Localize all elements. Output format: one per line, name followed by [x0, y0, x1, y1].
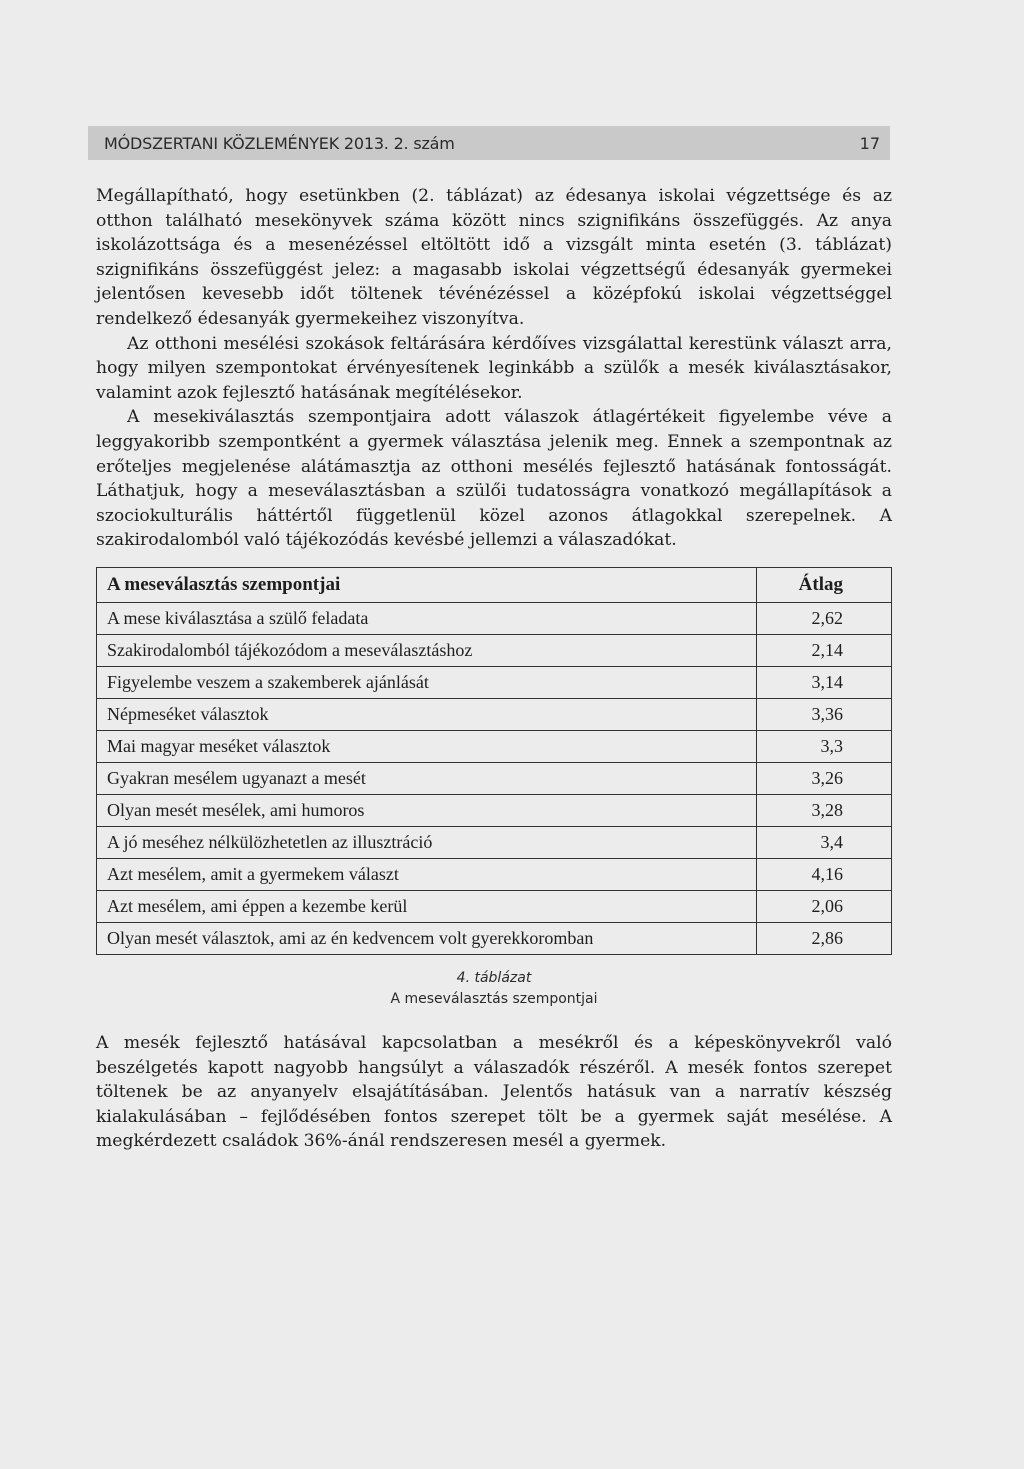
criterion-cell: Népmeséket választok: [97, 699, 757, 731]
paragraph: Megállapítható, hogy esetünkben (2. táblázat) az édesanya iskolai végzettsége és az otthon található mesekönyvek száma között nincs szignifikáns összefüggés. Az anya iskolázottsága és a mesenézéssel eltöltött idő a vizsgált minta esetén (3. táblázat) szignifikáns összefüggést jelez: a magasabb iskolai végzettségű édesanyák gyermekei jelentősen kevesebb időt töltenek tévénézéssel a középfokú iskolai végzettséggel rendelkező édesanyák gyermekeihez viszonyítva.: [96, 186, 892, 329]
criterion-cell: Gyakran mesélem ugyanazt a mesét: [97, 763, 757, 795]
table-row: [97, 635, 892, 667]
table-row: [97, 731, 892, 763]
criterion-cell: Azt mesélem, ami éppen a kezembe kerül: [97, 891, 757, 923]
average-cell: 3,36: [757, 699, 892, 731]
table-row: [97, 859, 892, 891]
average-cell: 2,62: [757, 603, 892, 635]
criterion-cell: Olyan mesét választok, ami az én kedvencem volt gyerekkoromban: [97, 923, 757, 955]
table-row: [97, 603, 892, 635]
table-caption: [96, 968, 892, 1010]
body-text-top: [96, 184, 892, 553]
table-caption-number: 4. táblázat: [456, 970, 532, 986]
selection-criteria-table: [96, 567, 892, 955]
column-header-average: Átlag: [757, 568, 892, 603]
table-row: [97, 891, 892, 923]
criterion-cell: Mai magyar meséket választok: [97, 731, 757, 763]
table-row: [97, 827, 892, 859]
journal-title: MÓDSZERTANI KÖZLEMÉNYEK 2013. 2. szám: [104, 134, 455, 153]
criterion-cell: A jó meséhez nélkülözhetetlen az illusztráció: [97, 827, 757, 859]
page-number: 17: [859, 134, 880, 153]
table-header-row: [97, 568, 892, 603]
criterion-cell: Olyan mesét mesélek, ami humoros: [97, 795, 757, 827]
average-cell: 3,28: [757, 795, 892, 827]
criterion-cell: Szakirodalomból tájékozódom a meseválasztáshoz: [97, 635, 757, 667]
table-row: [97, 923, 892, 955]
paragraph: Az otthoni mesélési szokások feltárására kérdőíves vizsgálattal kerestünk választ arra, hogy milyen szempontokat érvényesítenek leginkább a szülők a mesék kiválasztásakor, valamint azok fejlesztő hatásának megítélésekor.: [96, 333, 892, 403]
table-row: [97, 763, 892, 795]
average-cell: 3,4: [757, 827, 892, 859]
average-cell: 3,14: [757, 667, 892, 699]
running-header: [88, 126, 890, 160]
table-row: [97, 699, 892, 731]
criterion-cell: A mese kiválasztása a szülő feladata: [97, 603, 757, 635]
criterion-cell: Figyelembe veszem a szakemberek ajánlását: [97, 667, 757, 699]
column-header-criteria: A meseválasztás szempontjai: [97, 568, 757, 603]
average-cell: 3,3: [757, 731, 892, 763]
table-caption-title: A meseválasztás szempontjai: [390, 991, 598, 1007]
average-cell: 2,86: [757, 923, 892, 955]
body-text-bottom: [96, 1031, 892, 1154]
criterion-cell: Azt mesélem, amit a gyermekem választ: [97, 859, 757, 891]
average-cell: 3,26: [757, 763, 892, 795]
average-cell: 4,16: [757, 859, 892, 891]
table-row: [97, 667, 892, 699]
paragraph: A mesekiválasztás szempontjaira adott válaszok átlagértékeit figyelembe véve a leggyakoribb szempontként a gyermek választása jelenik meg. Ennek a szempontnak az erőteljes megjelenése alátámasztja az otthoni mesélés fejlesztő hatásának fontosságát. Láthatjuk, hogy a meseválasztásban a szülői tudatosságra vonatkozó megállapítások a szociokulturális háttértől függetlenül közel azonos átlagokkal szerepelnek. A szakirodalomból való tájékozódás kevésbé jellemzi a válaszadókat.: [96, 407, 892, 551]
paragraph: A mesék fejlesztő hatásával kapcsolatban a mesékről és a képeskönyvekről való beszélgetés kapott nagyobb hangsúlyt a válaszadók részéről. A mesék fontos szerepet töltenek be az anyanyelv elsajátításában. Jelentős hatásuk van a narratív készség kialakulásában – fejlődésében fontos szerepet tölt be a gyermek saját mesélése. A megkérdezett családok 36%-ánál rendszeresen mesél a gyermek.: [96, 1033, 892, 1152]
table-row: [97, 795, 892, 827]
average-cell: 2,06: [757, 891, 892, 923]
average-cell: 2,14: [757, 635, 892, 667]
